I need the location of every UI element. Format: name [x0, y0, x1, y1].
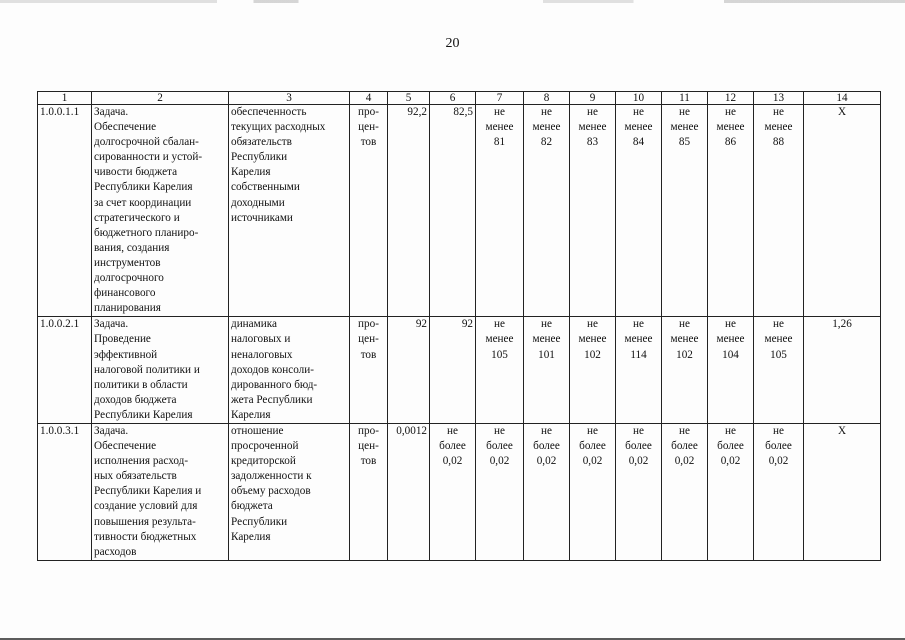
value-line: 102: [584, 348, 601, 361]
value-line: 0,02: [720, 455, 741, 468]
value-line: не: [494, 318, 505, 331]
unit-of-measure: [350, 423, 388, 560]
row-code: [38, 423, 92, 560]
value-line: не: [541, 318, 552, 331]
target-value: [524, 105, 570, 317]
value-line: менее: [578, 333, 607, 346]
value-line: 88: [772, 136, 785, 149]
unit-line: цен-: [358, 121, 379, 134]
target-value: [524, 423, 570, 560]
column-header: 13: [754, 92, 804, 105]
target-value: [570, 423, 616, 560]
base-value-text: 92,2: [407, 106, 427, 118]
task-line: создание условий для: [94, 500, 198, 513]
indicator-line: доходными: [231, 196, 285, 209]
row-code-text: 1.0.0.1.1: [40, 106, 80, 118]
unit-line: про-: [358, 318, 379, 331]
value-line: 81: [493, 136, 506, 149]
unit-of-measure: [350, 317, 388, 424]
indicator-name: [229, 317, 350, 424]
task-line: долгосрочной сбалан-: [94, 136, 199, 149]
value-line: не: [725, 318, 736, 331]
task-description: [92, 105, 229, 317]
target-value: [570, 105, 616, 317]
target-value: [708, 423, 754, 560]
task-line: финансового: [94, 287, 156, 300]
indicator-line: налоговых и: [231, 333, 291, 346]
unit-line: тов: [360, 455, 377, 468]
indicator-line: обязательств: [231, 136, 292, 149]
value-line: не: [587, 318, 598, 331]
column-header: 1: [38, 92, 92, 105]
scan-edge-top: [0, 0, 905, 3]
row-code-text: 1.0.0.3.1: [40, 424, 80, 437]
value-line: 104: [722, 348, 739, 361]
value-line: менее: [578, 121, 607, 134]
indicator-line: дированного бюд-: [231, 378, 318, 391]
value-line: 0,02: [442, 455, 463, 468]
task-line: вания, создания: [94, 241, 170, 254]
indicator-line: кредиторской: [231, 455, 296, 468]
indicator-line: обеспеченность: [231, 106, 307, 118]
value-line: не: [541, 106, 552, 118]
indicator-line: неналоговых: [231, 348, 293, 361]
target-value: [708, 317, 754, 424]
value-line: менее: [485, 121, 514, 134]
value-line: не: [679, 318, 690, 331]
task-description: [92, 317, 229, 424]
value-line: 0,02: [628, 455, 649, 468]
value-line: не: [679, 424, 690, 437]
column-header: 9: [570, 92, 616, 105]
task-line: сированности и устой-: [94, 151, 203, 164]
target-value: [708, 105, 754, 317]
final-value-text: Х: [837, 106, 847, 118]
column-header: 4: [350, 92, 388, 105]
value-line: 86: [724, 136, 737, 149]
target-value: [524, 317, 570, 424]
value-line: 85: [678, 136, 691, 149]
task-line: Задача.: [94, 424, 129, 437]
value-line: не: [679, 106, 690, 118]
value-line: более: [625, 440, 652, 453]
value-line: менее: [624, 121, 653, 134]
unit-line: цен-: [358, 333, 379, 346]
table-row: [38, 423, 881, 560]
current-value-text: 82,5: [453, 106, 473, 118]
value-line: менее: [532, 121, 561, 134]
value-line: 83: [586, 136, 599, 149]
task-line: политики в области: [94, 378, 188, 391]
target-value: [476, 317, 524, 424]
target-value: [616, 105, 662, 317]
value-line: не: [725, 424, 736, 437]
task-line: бюджетного планиро-: [94, 226, 199, 239]
value-line: 102: [676, 348, 693, 361]
value-line: менее: [764, 333, 793, 346]
task-line: доходов бюджета: [94, 393, 177, 406]
current-value: [430, 423, 476, 560]
value-line: 101: [538, 348, 555, 361]
task-line: повышения результа-: [94, 515, 196, 528]
task-line: тивности бюджетных: [94, 530, 197, 543]
column-header: 5: [388, 92, 430, 105]
value-line: не: [633, 424, 644, 437]
task-line: за счет координации: [94, 196, 192, 209]
value-line: 105: [491, 348, 508, 361]
value-line: 0,02: [536, 455, 557, 468]
value-line: менее: [716, 121, 745, 134]
task-line: Проведение: [94, 333, 151, 346]
value-line: не: [541, 424, 552, 437]
current-value-text: 92: [461, 318, 473, 331]
base-value-text: 0,0012: [396, 424, 427, 437]
value-line: не: [633, 106, 644, 118]
base-value-text: 92: [415, 318, 427, 331]
indicator-line: источниками: [231, 211, 293, 224]
row-code: [38, 317, 92, 424]
page-number: 20: [445, 36, 460, 51]
row-code: [38, 105, 92, 317]
value-line: более: [439, 440, 466, 453]
table-row: [38, 317, 881, 424]
unit-line: цен-: [358, 440, 379, 453]
indicator-line: Карелия: [231, 530, 271, 543]
unit-line: тов: [360, 136, 377, 149]
target-value: [662, 105, 708, 317]
task-line: Задача.: [94, 106, 129, 118]
task-line: Республики Карелия и: [94, 485, 202, 498]
indicator-line: объему расходов: [231, 485, 311, 498]
task-line: расходов: [94, 545, 137, 558]
value-line: менее: [624, 333, 653, 346]
current-value: [430, 317, 476, 424]
task-line: чивости бюджета: [94, 166, 178, 179]
indicator-line: просроченной: [231, 440, 299, 453]
column-header: 6: [430, 92, 476, 105]
column-header: 10: [616, 92, 662, 105]
value-line: не: [725, 106, 736, 118]
value-line: 82: [540, 136, 553, 149]
target-value: [616, 317, 662, 424]
indicator-line: собственными: [231, 181, 300, 194]
column-header: 8: [524, 92, 570, 105]
indicator-line: динамика: [231, 318, 277, 331]
final-value: [804, 317, 881, 424]
indicator-line: Республики: [231, 151, 288, 164]
column-header: 2: [92, 92, 229, 105]
value-line: более: [765, 440, 792, 453]
final-value-text: 1,26: [832, 318, 852, 331]
task-line: ных обязательств: [94, 470, 177, 483]
final-value: [804, 105, 881, 317]
value-line: не: [773, 424, 784, 437]
column-header: 11: [662, 92, 708, 105]
table-row: [38, 105, 881, 317]
value-line: более: [579, 440, 606, 453]
indicator-name: [229, 105, 350, 317]
target-value: [754, 317, 804, 424]
indicator-line: доходов консоли-: [231, 363, 314, 376]
task-line: Обеспечение: [94, 121, 157, 134]
column-header: 14: [804, 92, 881, 105]
value-line: не: [773, 106, 784, 118]
column-header: 3: [229, 92, 350, 105]
task-line: планирования: [94, 302, 161, 315]
table-body: [38, 105, 881, 561]
unit-of-measure: [350, 105, 388, 317]
value-line: не: [587, 106, 598, 118]
task-description: [92, 423, 229, 560]
indicator-line: текущих расходных: [231, 121, 326, 134]
task-line: налоговой политики и: [94, 363, 200, 376]
document-table: [37, 91, 881, 561]
value-line: менее: [485, 333, 514, 346]
unit-line: про-: [358, 106, 379, 118]
final-value-text: Х: [837, 424, 847, 437]
task-line: Республики Карелия: [94, 408, 193, 421]
value-line: 0,02: [582, 455, 603, 468]
value-line: менее: [716, 333, 745, 346]
value-line: 0,02: [674, 455, 695, 468]
value-line: менее: [764, 121, 793, 134]
task-line: Обеспечение: [94, 440, 157, 453]
target-value: [754, 423, 804, 560]
target-value: [476, 423, 524, 560]
target-value: [662, 423, 708, 560]
target-value: [616, 423, 662, 560]
value-line: менее: [670, 121, 699, 134]
task-line: стратегического и: [94, 211, 180, 224]
value-line: не: [633, 318, 644, 331]
task-line: Республики Карелия: [94, 181, 193, 194]
value-line: 105: [770, 348, 787, 361]
value-line: не: [447, 424, 458, 437]
value-line: 114: [630, 348, 647, 361]
indicator-line: жета Республики: [231, 393, 313, 406]
value-line: менее: [670, 333, 699, 346]
indicator-line: бюджета: [231, 500, 273, 513]
value-line: не: [773, 318, 784, 331]
base-value: [388, 317, 430, 424]
value-line: более: [671, 440, 698, 453]
task-line: инструментов: [94, 256, 161, 269]
indicator-line: Республики: [231, 515, 288, 528]
target-value: [662, 317, 708, 424]
task-line: долгосрочного: [94, 272, 164, 285]
current-value: [430, 105, 476, 317]
target-value: [754, 105, 804, 317]
base-value: [388, 423, 430, 560]
task-line: Задача.: [94, 318, 129, 331]
task-line: исполнения расход-: [94, 455, 189, 468]
task-line: эффективной: [94, 348, 158, 361]
column-header: 12: [708, 92, 754, 105]
header-row: [38, 92, 881, 105]
unit-line: тов: [360, 348, 377, 361]
value-line: 84: [632, 136, 645, 149]
base-value: [388, 105, 430, 317]
value-line: менее: [532, 333, 561, 346]
value-line: 0,02: [489, 455, 510, 468]
indicator-line: отношение: [231, 424, 284, 437]
row-code-text: 1.0.0.2.1: [40, 318, 80, 331]
value-line: более: [717, 440, 744, 453]
value-line: 0,02: [768, 455, 789, 468]
value-line: не: [494, 106, 505, 118]
final-value: [804, 423, 881, 560]
column-header: 7: [476, 92, 524, 105]
target-value: [570, 317, 616, 424]
target-value: [476, 105, 524, 317]
indicator-name: [229, 423, 350, 560]
value-line: не: [587, 424, 598, 437]
indicator-line: задолженности к: [231, 470, 312, 483]
unit-line: про-: [358, 424, 379, 437]
value-line: не: [494, 424, 505, 437]
indicator-line: Карелия: [231, 408, 271, 421]
indicator-line: Карелия: [231, 166, 271, 179]
value-line: более: [533, 440, 560, 453]
value-line: более: [486, 440, 513, 453]
